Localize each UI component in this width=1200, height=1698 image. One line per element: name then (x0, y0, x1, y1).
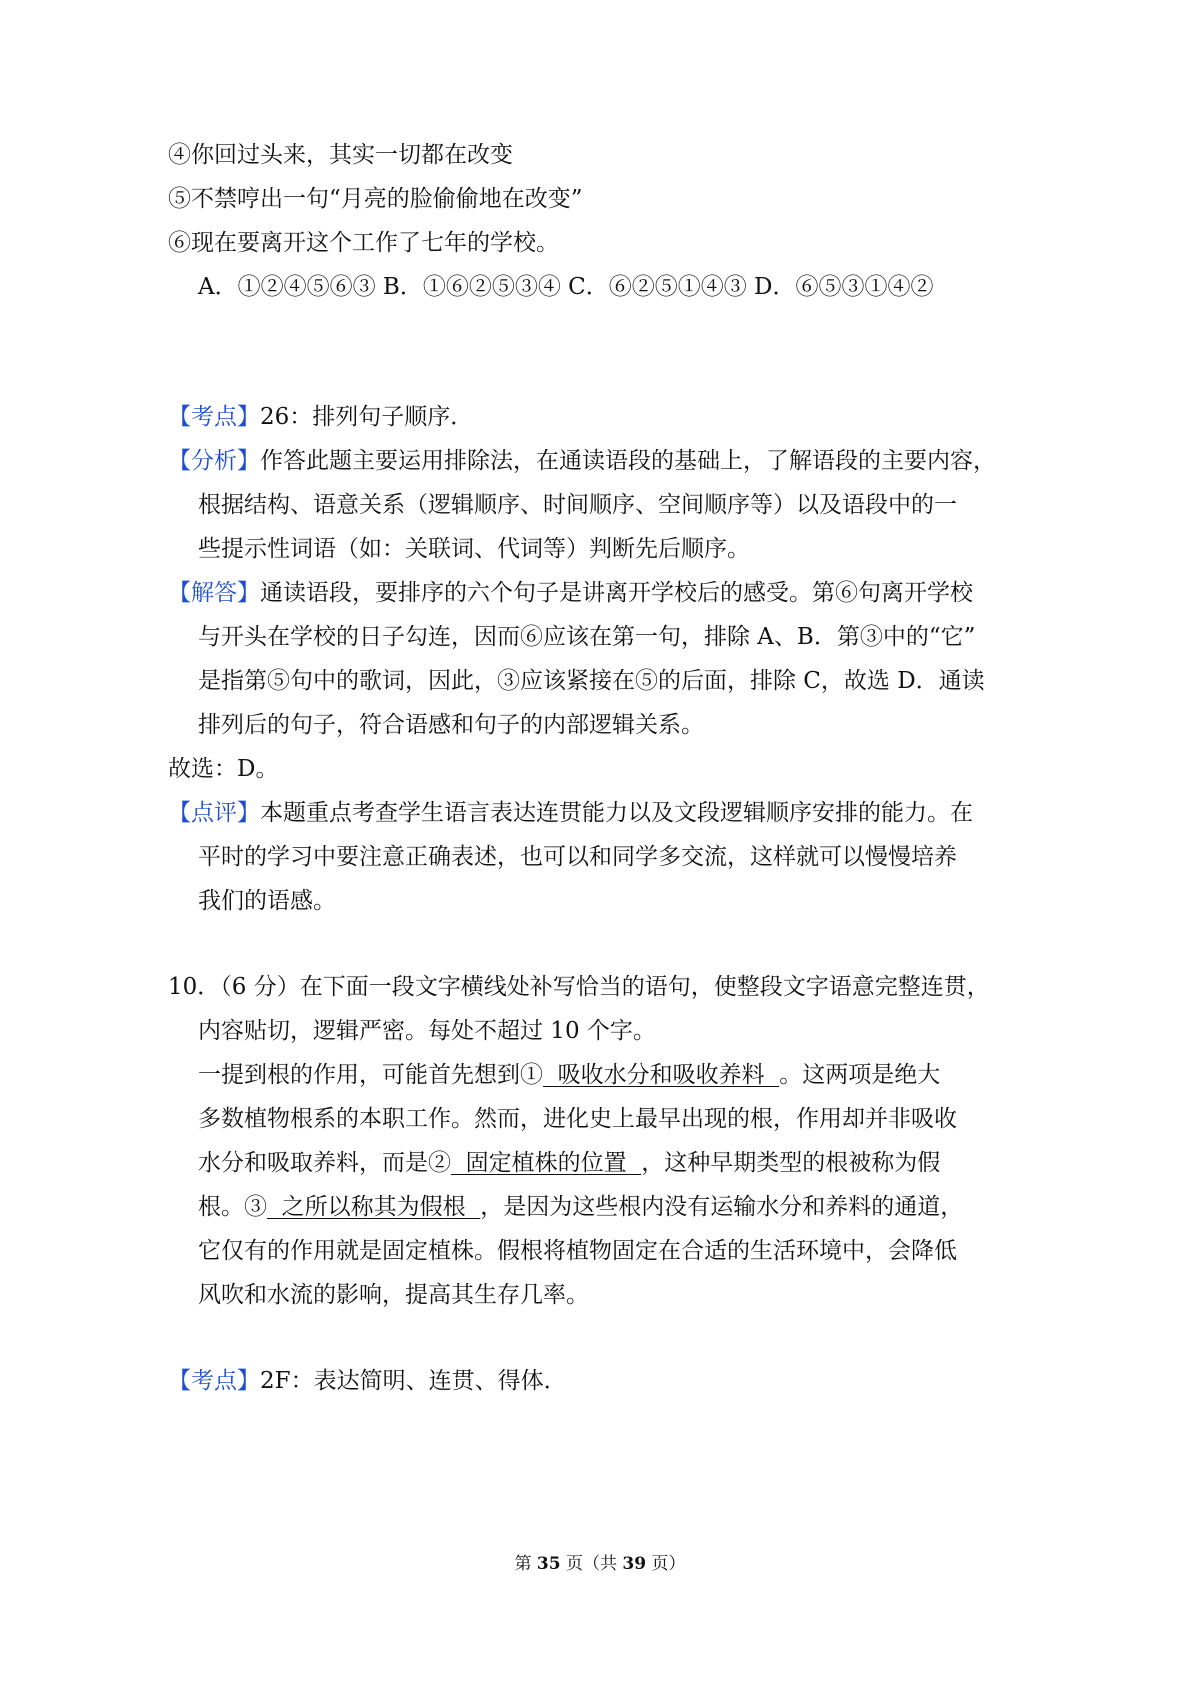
q10-stem-line: 10．（6 分）在下面一段文字横线处补写恰当的语句，使整段文字语意完整连贯， (168, 974, 990, 1000)
footer-prefix: 第 (514, 1554, 537, 1574)
q10-passage-line: 风吹和水流的影响，提高其生存几率。 (198, 1282, 589, 1308)
passage-text: 一提到根的作用，可能首先想到① (198, 1062, 543, 1088)
jieda-row (168, 578, 973, 608)
fenxi-line: 根据结构、语意关系（逻辑顺序、时间顺序、空间顺序等）以及语段中的一 (198, 492, 957, 518)
passage-text: ，是因为这些根内没有运输水分和养料的通道， (480, 1194, 964, 1220)
q10-stem-line: 内容贴切，逻辑严密。每处不超过 10 个字。 (198, 1018, 656, 1044)
passage-text: 根。③ (198, 1194, 267, 1220)
dianping-line: 平时的学习中要注意正确表述，也可以和同学多交流，这样就可以慢慢培养 (198, 844, 957, 870)
dianping-line: 本题重点考查学生语言表达连贯能力以及文段逻辑顺序安排的能力。在 (260, 800, 973, 826)
jieda-line: 通读语段，要排序的六个句子是讲离开学校后的感受。第⑥句离开学校 (260, 580, 973, 606)
dianping-row (168, 798, 973, 828)
fenxi-line: 些提示性词语（如：关联词、代词等）判断先后顺序。 (198, 536, 750, 562)
dianping-tag: 【点评】 (168, 800, 260, 826)
page-footer (0, 1552, 1200, 1576)
fenxi-tag: 【分析】 (168, 448, 260, 474)
footer-suffix: 页） (646, 1554, 686, 1574)
page-number: 35 (536, 1554, 561, 1574)
q10-passage-line: 多数植物根系的本职工作。然而，进化史上最早出现的根，作用却并非吸收 (198, 1106, 957, 1132)
fenxi-row (168, 446, 996, 476)
jieda-line: 排列后的句子，符合语感和句子的内部逻辑关系。 (198, 712, 704, 738)
jieda-line: 是指第⑤句中的歌词，因此，③应该紧接在⑤的后面，排除 C，故选 D．通读 (198, 668, 985, 694)
blank-1-answer: 吸收水分和吸收养料 (543, 1062, 780, 1088)
dianping-line: 我们的语感。 (198, 888, 336, 914)
sentence-4: ④你回过头来，其实一切都在改变 (168, 142, 513, 168)
q10-passage-line: 它仅有的作用就是固定植株。假根将植物固定在合适的生活环境中，会降低 (198, 1238, 957, 1264)
blank-2-answer: 固定植株的位置 (451, 1150, 642, 1176)
passage-text: ，这种早期类型的根被称为假 (641, 1150, 941, 1176)
kaodian-text: 26：排列句子顺序． (260, 404, 474, 430)
final-answer: 故选：D。 (168, 756, 279, 782)
q10-passage-line (198, 1060, 940, 1090)
kaodian-tag: 【考点】 (168, 404, 260, 430)
kaodian-row-9 (168, 402, 473, 432)
kaodian-text: 2F：表达简明、连贯、得体． (260, 1368, 567, 1394)
footer-middle: 页（共 (560, 1554, 623, 1574)
jieda-line: 与开头在学校的日子勾连，因而⑥应该在第一句，排除 A、B．第③中的“它” (198, 624, 976, 650)
sentence-6: ⑥现在要离开这个工作了七年的学校。 (168, 230, 559, 256)
kaodian-tag: 【考点】 (168, 1368, 260, 1394)
answer-options: A．①②④⑤⑥③ B．①⑥②⑤③④ C．⑥②⑤①④③ D．⑥⑤③①④② (198, 274, 934, 300)
fenxi-line: 作答此题主要运用排除法，在通读语段的基础上，了解语段的主要内容， (260, 448, 996, 474)
passage-text: 水分和吸取养料，而是② (198, 1150, 451, 1176)
q10-passage-line (198, 1192, 963, 1222)
page-total: 39 (622, 1554, 647, 1574)
blank-3-answer: 之所以称其为假根 (267, 1194, 481, 1220)
sentence-5: ⑤不禁哼出一句“月亮的脸偷偷地在改变” (168, 186, 583, 212)
jieda-tag: 【解答】 (168, 580, 260, 606)
passage-text: 。这两项是绝大 (779, 1062, 941, 1088)
q10-passage-line (198, 1148, 940, 1178)
kaodian-row-10 (168, 1366, 567, 1396)
